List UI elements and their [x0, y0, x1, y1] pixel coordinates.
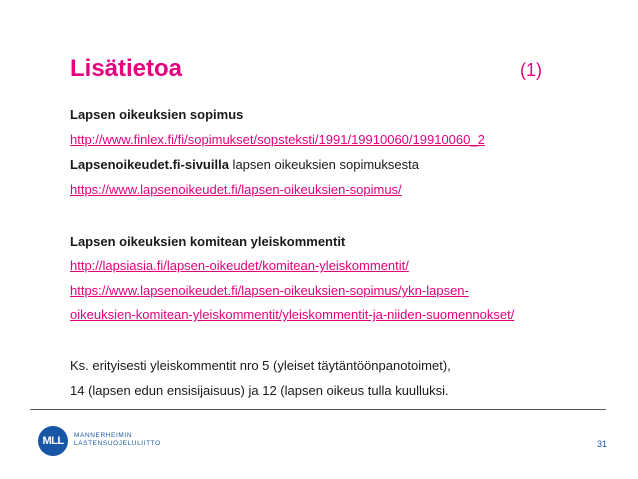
lapsenoikeudet-link[interactable]: https://www.lapsenoikeudet.fi/lapsen-oikeuksien-sopimus/ — [70, 182, 402, 197]
logo-line-2: LASTENSUOJELULIITTO — [74, 440, 161, 447]
footer-divider — [30, 409, 606, 410]
lapsenoikeudet-label: Lapsenoikeudet.fi-sivuilla — [70, 157, 229, 172]
heading-committee-comments: Lapsen oikeuksien komitean yleiskommentit — [70, 234, 346, 249]
logo-line-1: MANNERHEIMIN — [74, 432, 133, 439]
lapsenoikeudet-description — [70, 156, 419, 174]
note-line-2: 14 (lapsen edun ensisijaisuus) ja 12 (lapsen oikeus tulla kuulluksi. — [70, 383, 449, 398]
lapsiasia-link[interactable]: http://lapsiasia.fi/lapsen-oikeudet/komitean-yleiskommentit/ — [70, 258, 409, 273]
slide-title: Lisätietoa — [70, 55, 183, 82]
ykn-link-part2[interactable]: oikeuksien-komitean-yleiskommentit/yleiskommentit-ja-niiden-suomennokset/ — [70, 307, 515, 322]
note-line-1: Ks. erityisesti yleiskommentit nro 5 (yleiset täytäntöönpanotoimet), — [70, 358, 451, 373]
mll-logo-text — [74, 432, 161, 448]
finlex-link[interactable]: http://www.finlex.fi/fi/sopimukset/sopsteksti/1991/19910060/19910060_2 — [70, 132, 485, 147]
ykn-link-part1[interactable]: https://www.lapsenoikeudet.fi/lapsen-oikeuksien-sopimus/ykn-lapsen- — [70, 283, 469, 298]
mll-logo-icon: MLL — [38, 426, 68, 456]
heading-convention: Lapsen oikeuksien sopimus — [70, 107, 244, 122]
slide-counter: (1) — [520, 60, 542, 80]
lapsenoikeudet-text: lapsen oikeuksien sopimuksesta — [228, 157, 419, 172]
page-number: 31 — [596, 439, 607, 449]
